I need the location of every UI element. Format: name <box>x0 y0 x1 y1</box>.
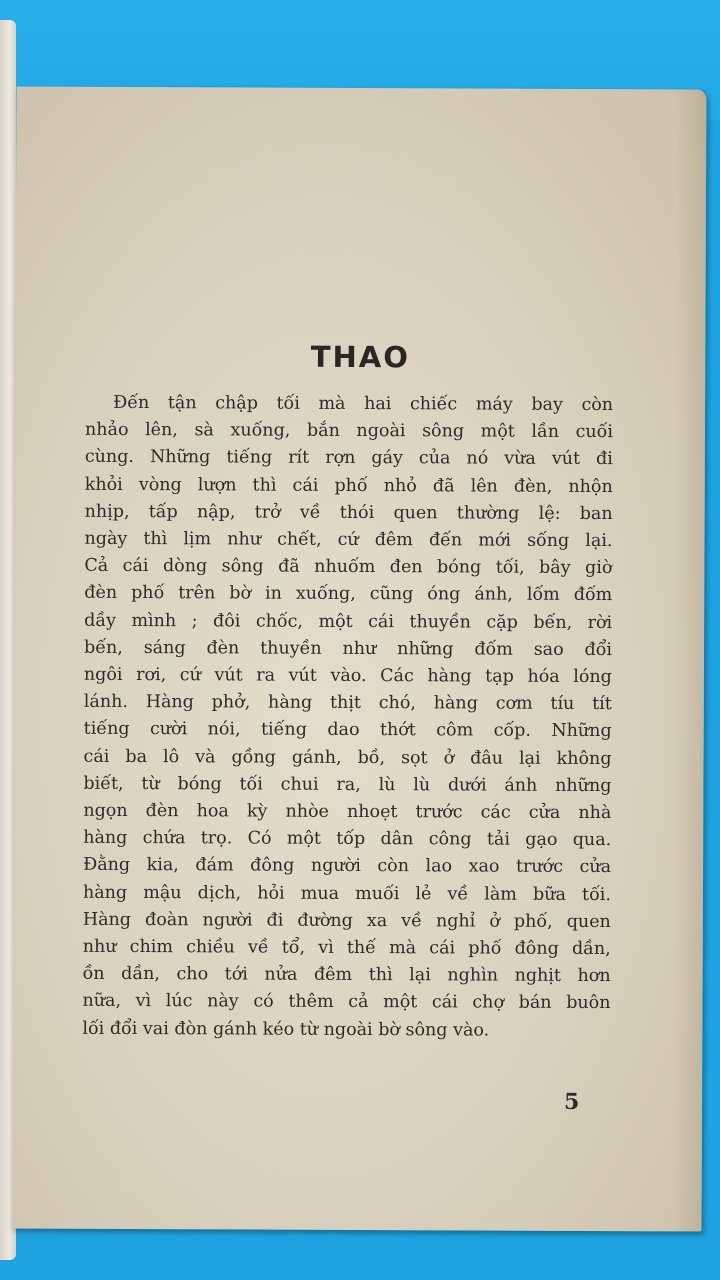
text-line: bến, sáng đèn thuyền như những đốm sao đổi <box>84 637 613 660</box>
text-line: hàng mậu dịch, hỏi mua muối lẻ về làm bữa tối. <box>82 882 612 905</box>
text-line: như chim chiều về tổ, vì thế mà cái phố đông dần, <box>82 936 611 960</box>
text-line: Đằng kia, đám đông người còn lao xao trước cửa <box>83 855 612 878</box>
text-line: ngọn đèn hoa kỳ nhòe nhoẹt trước các cửa nhà <box>83 800 612 824</box>
text-line: đèn phố trên bờ in xuống, cũng óng ánh, lốm đốm <box>84 583 613 606</box>
text-line: Đến tận chập tối mà hai chiếc máy bay còn <box>113 392 614 416</box>
text-line: hàng chứa trọ. Có một tốp dân công tải gạo qua. <box>83 828 612 851</box>
chapter-title: THAO <box>310 339 410 375</box>
text-line: nhịp, tấp nập, trở về thói quen thường lệ: ban <box>84 501 613 524</box>
text-line: lối đổi vai đòn gánh kéo từ ngoài bờ sông vào. <box>82 1018 490 1041</box>
text-line: Cả cái dòng sông đã nhuốm đen bóng tối, bây giờ <box>84 556 613 579</box>
text-line: nữa, vì lúc này có thêm cả một cái chợ bán buôn <box>82 991 611 1014</box>
text-line: cái ba lô và gồng gánh, bồ, sọt ở đâu lại không <box>83 746 612 769</box>
text-line: tiếng cười nói, tiếng dao thớt côm cốp. Những <box>83 719 612 742</box>
text-line: lánh. Hàng phở, hàng thịt chó, hàng cơm tíu tít <box>83 692 612 715</box>
book-page <box>12 87 707 1232</box>
text-line: ngày thì lịm như chết, cứ đêm đến mới sống lại. <box>84 528 613 552</box>
text-line: biết, từ bóng tối chui ra, lù lù dưới ánh những <box>83 773 612 796</box>
text-line: dầy mình ; đôi chốc, một cái thuyền cặp bến, rời <box>84 610 613 633</box>
text-line: nhảo lên, sà xuống, bắn ngoài sông một lần cuối <box>84 420 614 443</box>
page-number: 5 <box>564 1088 580 1115</box>
text-line: ồn dần, cho tới nửa đêm thì lại nghìn nghịt hơn <box>82 964 611 987</box>
text-line: Hàng đoàn người đi đường xa về nghỉ ở phố, quen <box>82 909 611 932</box>
body-paragraph <box>82 390 613 1045</box>
text-line: ngôi rơi, cứ vút ra vút vào. Các hàng tạp hóa lóng <box>83 664 612 688</box>
text-line: cùng. Những tiếng rít rợn gáy của nó vừa vút đi <box>84 447 613 470</box>
text-line: khỏi vòng lượn thì cái phố nhỏ đã lên đèn, nhộn <box>84 474 613 497</box>
